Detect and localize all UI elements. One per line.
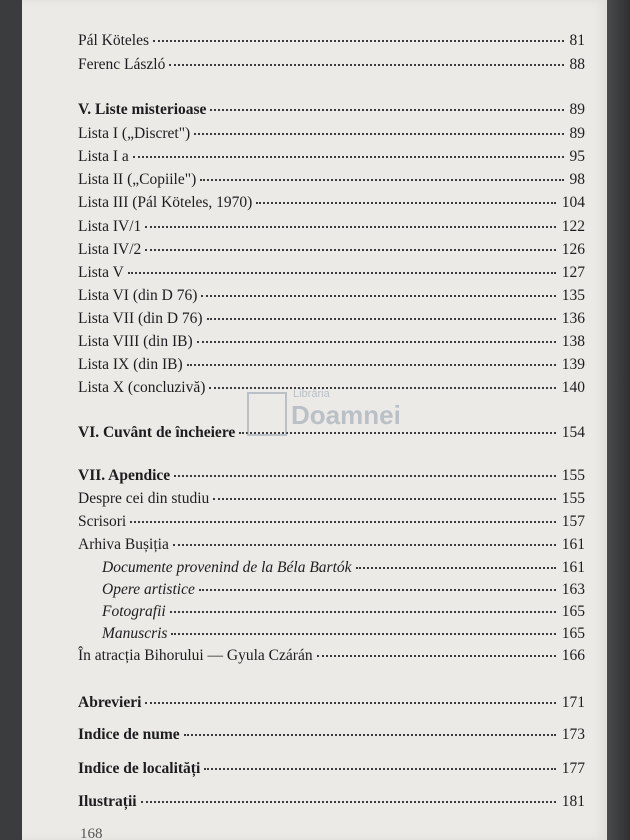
toc-subentry [102,581,585,599]
toc-entry-label: Fotografii [102,603,166,620]
toc-page-number: 154 [561,424,585,441]
leader-dots [317,655,556,657]
toc-entry [78,125,585,143]
toc-page-number: 163 [561,581,585,598]
leader-dots [199,589,556,591]
toc-page-number: 165 [561,625,585,642]
leader-dots [141,801,556,803]
toc-entry [78,513,585,531]
toc-entry-label: Lista IV/2 [78,241,142,258]
toc-entry [78,148,585,166]
toc-entry-label: Manuscris [102,625,168,642]
toc-entry [78,194,585,212]
toc-page-number: 177 [561,760,585,777]
watermark [247,388,447,440]
leader-dots [207,318,556,320]
leader-dots [201,295,555,297]
toc-entry [78,32,585,50]
toc-entry [78,356,585,374]
toc-page-number: 136 [561,310,585,327]
toc-page-number: 104 [561,194,585,211]
toc-page-number: 88 [569,56,585,73]
toc-page-number: 181 [561,793,585,810]
toc-page-number: 166 [561,647,585,664]
leader-dots [145,702,555,704]
toc-page-number: 81 [569,32,585,49]
leader-dots [145,249,555,251]
leader-dots [356,567,556,569]
watermark-big-text: Doamnei [291,400,401,430]
toc-section-heading [78,760,585,778]
toc-entry [78,218,585,236]
leader-dots [171,633,555,635]
toc-entry-label: Scrisori [78,513,127,530]
toc-entry-label: Ilustrații [78,793,137,810]
toc-page-number: 171 [561,694,585,711]
leader-dots [130,521,556,523]
toc-entry-label: Documente provenind de la Béla Bartók [102,559,352,576]
toc-entry [78,333,585,351]
toc-page-number: 98 [569,171,585,188]
leader-dots [197,341,556,343]
toc-entry-label: Lista I („Discret") [78,125,191,142]
toc-entry [78,536,585,554]
book-page [22,0,607,840]
toc-entry-label: Pál Köteles [78,32,150,49]
leader-dots [256,202,555,204]
leader-dots [210,109,563,111]
toc-page-number: 161 [561,559,585,576]
leader-dots [204,768,555,770]
toc-section-heading [78,694,585,712]
toc-page-number: 173 [561,726,585,743]
toc-entry [78,287,585,305]
toc-entry-label: Lista VI (din D 76) [78,287,198,304]
leader-dots [174,475,556,477]
toc-entry [78,490,585,508]
toc-entry-label: Lista IV/1 [78,218,142,235]
toc-subentry [102,559,585,577]
toc-page-number: 157 [561,513,585,530]
toc-page-number: 140 [561,379,585,396]
toc-entry [78,171,585,189]
leader-dots [145,226,555,228]
page-number: 168 [80,826,103,840]
leader-dots [187,364,556,366]
toc-page-number: 139 [561,356,585,373]
leader-dots [213,498,555,500]
toc-entry [78,310,585,328]
toc-entry-label: Lista IX (din IB) [78,356,183,373]
watermark-logo-icon [247,392,287,436]
toc-entry-label: Despre cei din studiu [78,490,210,507]
toc-page-number: 155 [561,467,585,484]
toc-page-number: 89 [569,125,585,142]
toc-page-number: 95 [569,148,585,165]
toc-page-number: 165 [561,603,585,620]
toc-page-number: 89 [569,101,585,118]
toc-entry [78,56,585,74]
toc-entry-label: Lista V [78,264,124,281]
toc-page-number: 161 [561,536,585,553]
watermark-small-text: Librăria [293,388,330,400]
toc-entry-label: Indice de nume [78,726,180,743]
toc-page-number: 122 [561,218,585,235]
toc-section-heading [78,793,585,811]
leader-dots [184,734,556,736]
toc-entry-label: Indice de localități [78,760,201,777]
toc-entry-label: Lista I a [78,148,129,165]
toc-entry-label: VI. Cuvânt de încheiere [78,424,236,441]
toc-section-heading [78,726,585,744]
toc-subentry [102,603,585,621]
leader-dots [153,40,563,42]
leader-dots [169,64,563,66]
toc-page-number: 135 [561,287,585,304]
toc-entry-label: Lista X (concluzivă) [78,379,206,396]
toc-entry-label: Lista VII (din D 76) [78,310,203,327]
toc-entry-label: VII. Apendice [78,467,171,484]
toc-entry-label: Abrevieri [78,694,142,711]
leader-dots [194,133,563,135]
book-edge [607,0,630,840]
leader-dots [133,156,564,158]
leader-dots [170,611,556,613]
toc-subentry [102,625,585,643]
toc-entry-label: Arhiva Bușiția [78,536,169,553]
leader-dots [128,272,556,274]
toc-entry [78,241,585,259]
toc-page-number: 138 [561,333,585,350]
toc-entry [78,264,585,282]
toc-entry-label: În atracția Bihorului — Gyula Czárán [78,647,313,664]
toc-page-number: 155 [561,490,585,507]
toc-page-number: 126 [561,241,585,258]
toc-entry-label: Ferenc László [78,56,166,73]
toc-page-number: 127 [561,264,585,281]
toc-section-heading [78,101,585,119]
toc-entry [78,647,585,665]
toc-entry-label: Lista II („Copiile") [78,171,197,188]
leader-dots [173,544,556,546]
toc-entry-label: V. Liste misterioase [78,101,207,118]
toc-entry-label: Lista VIII (din IB) [78,333,193,350]
leader-dots [200,179,563,181]
toc-section-heading [78,467,585,485]
toc-entry-label: Opere artistice [102,581,195,598]
toc-entry-label: Lista III (Pál Köteles, 1970) [78,194,253,211]
